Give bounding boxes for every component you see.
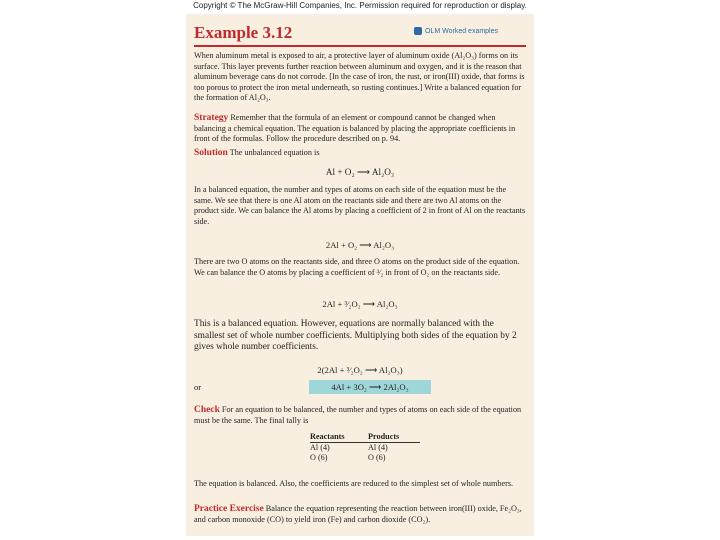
olm-badge[interactable] <box>414 27 498 35</box>
equation-step-2: 2Al + O₂ ⟶ Al₂O₃ <box>325 240 395 250</box>
textbook-page <box>186 14 534 536</box>
solution-para-2: There are two O atoms on the reactants side, and three O atoms on the product side of the equation. We can balance the O atoms by placing a coefficient of ³⁄₂ in front of O₂ on the reactants side. <box>194 257 520 277</box>
problem-text: When aluminum metal is exposed to air, a protective layer of aluminum oxide (Al₂O₃) forms on its surface. This layer prevents further reaction between aluminum and oxygen, and it is the reason that aluminum beverage cans do not corrode. [In the case of iron, the rust, or iron(III) oxide, that forms is too porous to protect the iron metal underneath, so rusting continues.] Write a balanced equation for the formation of Al₂O₃. <box>194 51 525 103</box>
or-label: or <box>194 382 202 392</box>
strategy-text: Remember that the formula of an element or compound cannot be changed when balancing a chemical equation. The equation is balanced by placing the appropriate coefficients in front of the formulas. Follow the procedure described on p. 94. <box>194 113 516 144</box>
tally-header-products: Products <box>368 432 400 441</box>
strategy-section <box>194 113 526 145</box>
tally-cell: O (6) <box>310 453 328 462</box>
practice-text: Balance the equation representing the reaction between iron(III) oxide, Fe₂O₃, and carbon monoxide (CO) to yield iron (Fe) and carbon dioxide (CO₂). <box>194 504 522 524</box>
practice-section <box>194 504 526 525</box>
tally-cell: O (6) <box>368 453 386 462</box>
tally-header-reactants: Reactants <box>310 432 345 441</box>
solution-intro <box>194 148 526 159</box>
tally-cell: Al (4) <box>310 443 330 452</box>
tally-header <box>310 432 420 443</box>
olm-icon <box>414 27 422 35</box>
check-heading: Check <box>194 405 220 415</box>
tally-cell: Al (4) <box>368 443 388 452</box>
equation-step-4: 2(2Al + ³⁄₂O₂ ⟶ Al₂O₃) <box>317 365 403 375</box>
solution-para-1: In a balanced equation, the number and types of atoms on each side of the equation must be the same. We see that there is one Al atom on the reactants side and there are two Al atoms on the product side. We can balance the Al atoms by placing a coefficient of 2 in front of Al on the reactants side. <box>194 185 526 226</box>
check-conclusion: The equation is balanced. Also, the coefficients are reduced to the simplest set of whole numbers. <box>194 479 514 488</box>
title-rule <box>194 45 526 47</box>
copyright-notice: Copyright © The McGraw-Hill Companies, Inc. Permission required for reproduction or display. <box>193 1 527 10</box>
practice-heading: Practice Exercise <box>194 504 264 514</box>
equation-final-highlight: 4Al + 3O₂ ⟶ 2Al₂O₃ <box>309 380 431 394</box>
strategy-heading: Strategy <box>194 113 229 123</box>
olm-badge-label: OLM Worked examples <box>425 27 499 35</box>
equation-unbalanced: Al + O₂ ⟶ Al₂O₃ <box>325 167 395 177</box>
example-title: Example 3.12 <box>194 23 293 42</box>
equation-step-3: 2Al + ³⁄₂O₂ ⟶ Al₂O₃ <box>322 299 398 309</box>
check-section <box>194 405 526 426</box>
solution-intro-text: The unbalanced equation is <box>229 148 320 157</box>
tally-row <box>310 453 420 463</box>
solution-heading: Solution <box>194 148 228 158</box>
tally-row <box>310 443 420 453</box>
check-text: For an equation to be balanced, the number and types of atoms on each side of the equation must be the same. The final tally is <box>194 405 522 425</box>
tally-table <box>310 432 420 463</box>
solution-para-3: This is a balanced equation. However, equations are normally balanced with the smallest set of whole number coefficients. Multiplying both sides of the equation by 2 gives whole number coefficients. <box>194 319 517 353</box>
